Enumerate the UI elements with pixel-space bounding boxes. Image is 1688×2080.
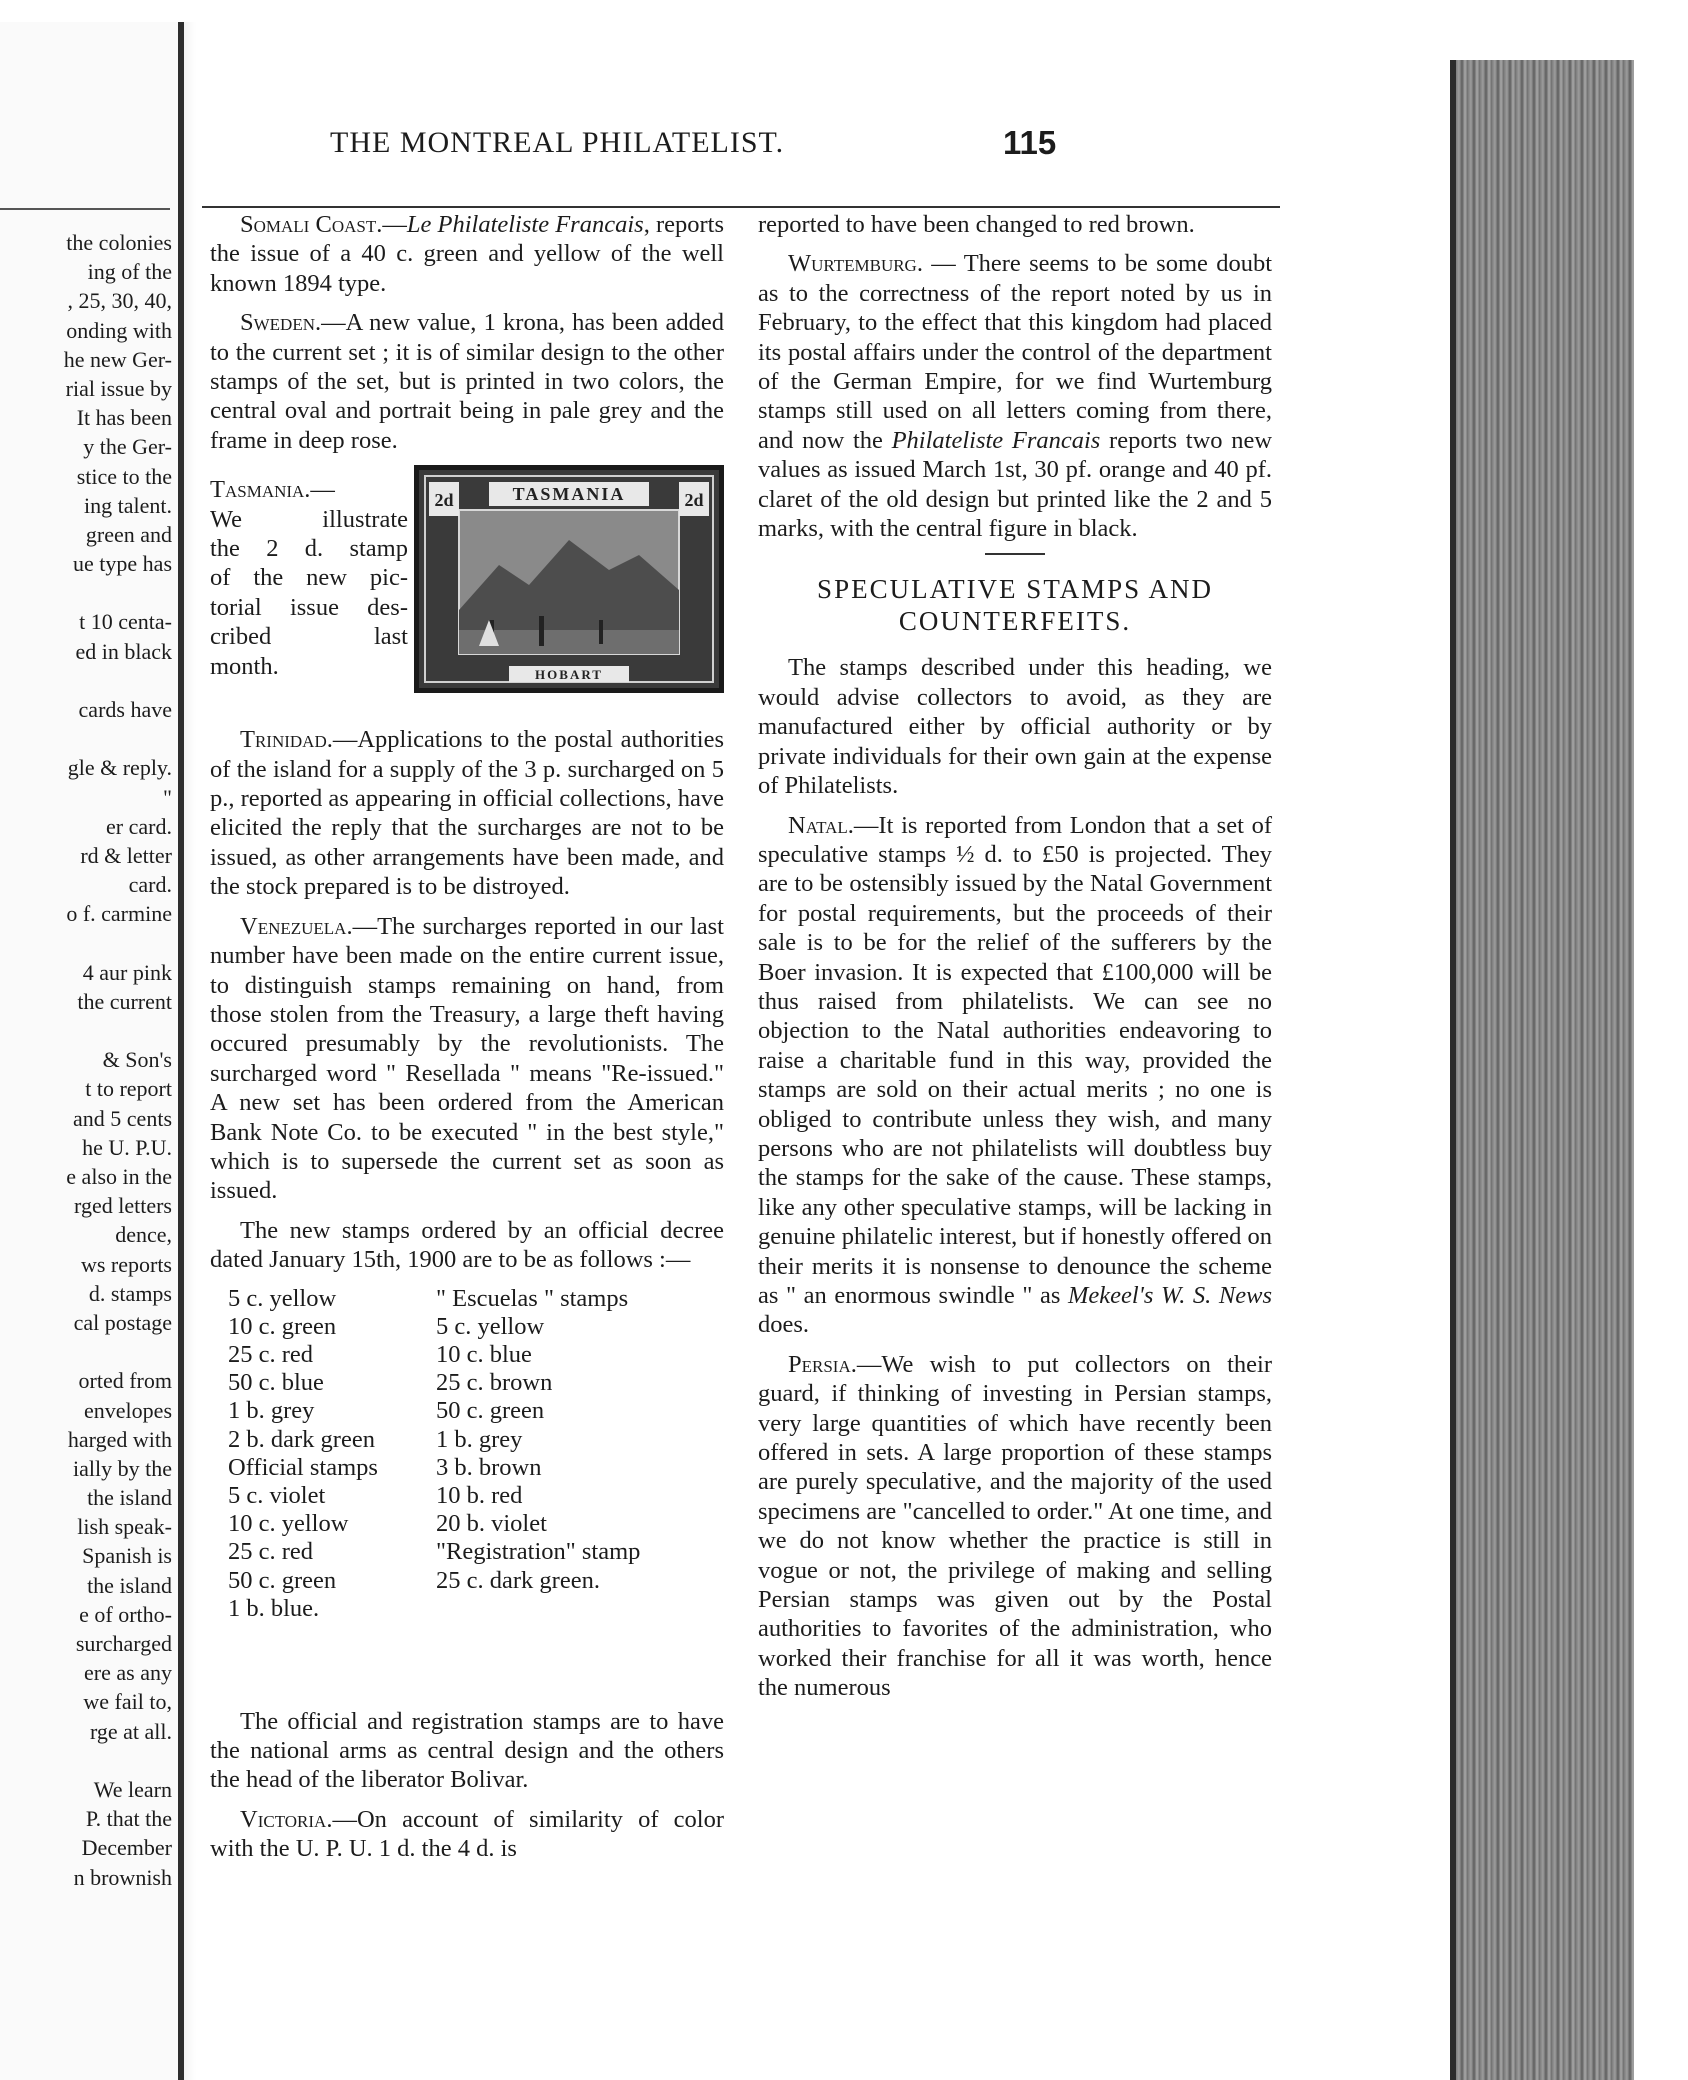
previous-page-line: & Son's <box>102 1047 172 1073</box>
previous-page-line: rge at all. <box>89 1718 172 1744</box>
previous-page-edge <box>0 22 184 2080</box>
previous-page-line: onding with <box>66 317 172 343</box>
previous-page-line: envelopes <box>84 1397 172 1423</box>
venezuela-heading: Venezuela. <box>240 912 353 940</box>
stamp-list-item: 5 c. yellow <box>228 1284 337 1312</box>
venezuela-paragraph: Venezuela.—The surcharges reported in our last number have been made on the entire current issue, to distinguish stamps remaining on hand, from those stolen from the Treasury, a large theft having occured presumably by the revolutionists. The surcharged word " Resellada " means "Re-issued." A new set has been ordered from the American Bank Note Co. to be executed " in the best style," which is to supersede the current set as soon as issued. <box>210 912 724 1205</box>
stamp-list-item: 50 c. green <box>228 1566 337 1594</box>
previous-page-line: dence, <box>115 1222 172 1248</box>
stamp-list-item: " Escuelas " stamps <box>436 1284 629 1312</box>
previous-page-line: the current <box>77 988 172 1014</box>
wurtemburg-source: Philateliste Francais <box>891 426 1101 454</box>
previous-page-line <box>0 1016 172 1045</box>
stamp-country-label: TASMANIA <box>512 484 626 505</box>
previous-page-line: y the Ger- <box>83 434 172 460</box>
tasmania-line: cribed last <box>210 623 408 651</box>
stamp-list-item: "Registration" stamp <box>436 1538 641 1566</box>
previous-page-line: the colonies <box>66 230 172 255</box>
previous-page-line: orted from <box>78 1368 172 1394</box>
previous-page-rule <box>0 208 170 210</box>
previous-page-line: n brownish <box>73 1864 172 1890</box>
wurtemburg-text-b: reports two new values as issued March 1st, 30 pf. orange and 40 pf. claret of the old design but printed like the 2 and 5 marks, with the central figure in black. <box>758 426 1273 543</box>
somali-text: reports the issue of a 40 c. green and yellow of the well known 1894 type. <box>210 211 724 297</box>
previous-page-line: ing of the <box>87 259 172 285</box>
previous-page-line <box>0 1746 172 1775</box>
stamp-list-right <box>436 1285 640 1595</box>
previous-page-line: ere as any <box>84 1660 172 1686</box>
stamp-list-item: 50 c. green <box>436 1397 545 1425</box>
tasmania-stamp-illustration <box>414 465 724 693</box>
stamp-list-item: 25 c. dark green. <box>436 1566 600 1594</box>
previous-page-line: and 5 cents <box>73 1105 172 1131</box>
previous-page-line: ially by the <box>73 1455 172 1481</box>
victoria-paragraph: Victoria.—On account of similarity of color with the U. P. U. 1 d. the 4 d. is <box>210 1805 724 1863</box>
previous-page-line: lish speak- <box>77 1514 172 1540</box>
tasmania-block <box>210 465 724 697</box>
tasmania-text <box>210 475 408 681</box>
previous-page-line: surcharged <box>75 1631 172 1656</box>
left-column <box>210 210 724 1874</box>
tasmania-line: Tasmania.— <box>210 476 335 504</box>
previous-page-line: t to report <box>85 1076 172 1102</box>
previous-page-line: he U. P.U. <box>82 1134 172 1160</box>
previous-page-line <box>0 1337 172 1366</box>
previous-page-line: cal postage <box>73 1309 172 1335</box>
running-title: THE MONTREAL PHILATELIST. <box>330 126 785 159</box>
stamp-list-item: 1 b. blue. <box>228 1594 320 1622</box>
stamp-value-left: 2d <box>434 490 454 511</box>
stamp-city-label: HOBART <box>535 667 603 683</box>
trinidad-paragraph: Trinidad.—Applications to the postal authorities of the island for a supply of the 3 p. surcharged on 5 p., reported as appearing in official collections, have elicited the reply that the surcharges are not to be issued, as other arrangements have been made, and the stock prepared is to be distroyed. <box>210 726 724 901</box>
section-heading-line: SPECULATIVE STAMPS AND <box>817 574 1213 605</box>
page-stack-edge <box>1450 60 1688 2080</box>
stamp-list <box>210 1285 724 1697</box>
sweden-heading: Sweden. <box>240 309 322 337</box>
tasmania-line: the 2 d. stamp <box>210 535 408 563</box>
tasmania-line: torial issue des- <box>210 593 408 621</box>
previous-page-line: December <box>81 1835 172 1861</box>
wurtemburg-heading: Wurtemburg. <box>788 250 923 278</box>
stamp-list-item: 10 c. green <box>228 1312 337 1340</box>
somali-paragraph: Somali Coast.—Le Philateliste Francais, reports the issue of a 40 c. green and yellow of the well known 1894 type. <box>210 211 724 297</box>
somali-source: Le Philateliste Francais <box>406 211 644 238</box>
previous-page-line: the island <box>87 1485 172 1511</box>
previous-page-line: the island <box>87 1572 172 1598</box>
official-stamps-paragraph: The official and registration stamps are to have the national arms as central design and the others the head of the liberator Bolivar. <box>210 1707 724 1794</box>
right-column <box>758 210 1272 1713</box>
stamp-list-item: 10 c. yellow <box>228 1510 349 1538</box>
natal-heading: Natal. <box>788 811 854 839</box>
previous-page-line: P. that the <box>85 1806 172 1832</box>
page-number: 115 <box>1003 124 1057 161</box>
previous-page-line: he new Ger- <box>63 346 172 372</box>
section-divider <box>985 553 1045 555</box>
section-heading <box>758 573 1272 637</box>
wurtemburg-text-a: There seems to be some doubt as to the correctness of the report noted by us in February, to the effect that this kingdom had placed its postal affairs under the control of the department of the German Empire, for we find Wurtemburg stamps still used on all letters coming from there, and now the <box>758 250 1273 454</box>
natal-text-b: does. <box>758 1311 810 1339</box>
previous-page-line: Spanish is <box>82 1543 172 1569</box>
sweden-text: A new value, 1 krona, has been added to the current set ; it is of similar design to the other stamps of the set, but is printed in two colors, the central oval and portrait being in pale grey and the frame in deep rose. <box>210 309 724 454</box>
stamp-picture <box>419 470 719 688</box>
persia-text: We wish to put collectors on their guard, if thinking of investing in Persian stamps, very large quantities of which have recently been offered in sets. A large proportion of these stamps are purely speculative, and the majority of the used specimens are "cancelled to order." At one time, and we do not know whether the practice is still in vogue or not, the privilege of making and selling Persian stamps was given out by the Postal authorities to favorites of the administration, who worked their franchise for all it was worth, hence the numerous <box>758 1350 1272 1702</box>
previous-page-line <box>0 929 172 958</box>
previous-page-line: e of ortho- <box>79 1601 172 1627</box>
header-rule <box>202 206 1280 208</box>
speculative-intro-paragraph: The stamps described under this heading, we would advise collectors to avoid, as they are manufactured either by official authority or by private individuals for their own gain at the expense of Philatelists. <box>758 654 1272 800</box>
previous-page-line: er card. <box>106 813 172 839</box>
previous-page-line: It has been <box>76 405 172 431</box>
tasmania-line: of the new pic- <box>210 564 408 592</box>
stamp-list-item: 3 b. brown <box>436 1453 542 1481</box>
tasmania-line: We illustrate <box>210 505 408 533</box>
stamp-list-item: 10 b. red <box>436 1481 523 1509</box>
stamp-list-item: 25 c. red <box>228 1538 314 1566</box>
previous-page-line: rd & letter <box>80 842 172 868</box>
stamp-value-right: 2d <box>684 490 704 511</box>
stamp-list-item: 25 c. red <box>228 1340 314 1368</box>
trinidad-heading: Trinidad. <box>240 726 333 754</box>
previous-page-line: , 25, 30, 40, <box>67 288 172 314</box>
stamp-list-item: 25 c. brown <box>436 1369 553 1397</box>
stamp-list-item: 5 c. yellow <box>436 1312 545 1340</box>
new-stamps-intro: The new stamps ordered by an official decree dated January 15th, 1900 are to be as follows :— <box>210 1216 724 1274</box>
previous-page-line <box>0 724 172 753</box>
natal-paragraph: Natal.—It is reported from London that a set of speculative stamps ½ d. to £50 is projected. They are to be ostensibly issued by the Natal Government for postal requirements, but the proceeds of their sale is to be for the relief of the sufferers by the Boer invasion. It is expected that £100,000 will be thus raised from philatelists. We can see no objection to the Natal authorities endeavoring to raise a charitable fund in this way, provided the stamps are sold on their actual merits ; no one is obliged to contribute unless they wish, and many persons who are not philatelists will doubtless buy the stamps for the sake of the cause. These stamps, like any other speculative stamps, will be lacking in genuine philatelic interest, but if honestly offered on their merits it is nonsense to denounce the scheme as " an enormous swindle " as Mekeel's W. S. News does. <box>758 811 1272 1339</box>
previous-page-line: ing talent. <box>84 492 172 518</box>
stamp-list-item: 5 c. violet <box>228 1481 326 1509</box>
trinidad-text: Applications to the postal authorities of the island for a supply of the 3 p. surcharged on 5 p., reported as appearing in official collections, have elicited the reply that the surcharges are not to be issued, as other arrangements have been made, and the stock prepared is to be distroyed. <box>210 726 724 901</box>
stamp-list-item: Official stamps <box>228 1453 378 1481</box>
section-heading-line: COUNTERFEITS. <box>898 606 1132 637</box>
tasmania-line: month. <box>210 652 279 680</box>
natal-text-a: It is reported from London that a set of speculative stamps ½ d. to £50 is projected. They are to be ostensibly issued by the Natal Government for postal requirements, but the proceeds of their sale is to be for the relief of the sufferers by the Boer invasion. It is expected that £100,000 will be thus raised from philatelists. We can see no objection to the Natal authorities endeavoring to raise a charitable fund in this way, provided the stamps are sold on their actual merits ; no one is obliged to contribute unless they wish, and many persons who are not philatelists will doubtless buy the stamps for the sake of the cause. These stamps, like any other speculative stamps, will be lacking in genuine philatelic interest, but if honestly offered on their merits it is nonsense to denounce the scheme as " an enormous swindle " as <box>758 811 1272 1309</box>
stamp-list-item: 1 b. grey <box>436 1425 523 1453</box>
previous-page-line: ws reports <box>80 1251 172 1277</box>
continued-paragraph: reported to have been changed to red brown. <box>758 211 1195 238</box>
previous-page-line: ed in black <box>75 638 172 664</box>
previous-page-line: card. <box>128 872 172 898</box>
previous-page-line: rged letters <box>74 1193 172 1219</box>
stamp-list-left <box>228 1285 378 1623</box>
somali-heading: Somali Coast. <box>240 211 383 238</box>
previous-page-line: d. stamps <box>88 1280 172 1306</box>
previous-page-line: harged with <box>67 1426 172 1452</box>
venezuela-text: The surcharges reported in our last number have been made on the entire current issue, to distinguish stamps remaining on hand, from those stolen from the Treasury, a large theft having occured presumably by the revolutionists. The surcharged word " Resellada " means "Re-issued." A new set has been ordered from the American Bank Note Co. to be executed " in the best style," which is to supersede the current set as soon as issued. <box>210 912 724 1205</box>
previous-page-line: We learn <box>93 1776 172 1802</box>
stamp-list-item: 20 b. violet <box>436 1510 547 1538</box>
previous-page-line: cards have <box>78 697 172 722</box>
persia-heading: Persia. <box>788 1350 857 1378</box>
previous-page-line: " <box>163 784 172 810</box>
wurtemburg-paragraph: Wurtemburg. — There seems to be some doubt as to the correctness of the report noted by us in February, to the effect that this kingdom had placed its postal affairs under the control of the department of the German Empire, for we find Wurtemburg stamps still used on all letters coming from there, and now the Philateliste Francais reports two new values as issued March 1st, 30 pf. orange and 40 pf. claret of the old design but printed like the 2 and 5 marks, with the central figure in black. <box>758 250 1273 543</box>
previous-page-line: o f. carmine <box>66 901 172 927</box>
book-gutter <box>184 22 196 2080</box>
victoria-heading: Victoria. <box>240 1805 333 1833</box>
previous-page-line: 4 aur pink <box>82 959 172 985</box>
previous-page-line: t 10 centa- <box>79 609 172 635</box>
previous-page-line <box>0 666 172 695</box>
previous-page-line <box>0 578 172 607</box>
natal-source: Mekeel's W. S. News <box>1067 1282 1272 1309</box>
stamp-list-item: 1 b. grey <box>228 1397 315 1425</box>
stamp-list-item: 10 c. blue <box>436 1340 532 1368</box>
previous-page-line: we fail to, <box>83 1689 172 1715</box>
stamp-list-item: 2 b. dark green <box>228 1425 375 1453</box>
previous-page-line: ue type has <box>73 551 172 577</box>
persia-paragraph: Persia.—We wish to put collectors on their guard, if thinking of investing in Persian stamps, very large quantities of which have recently been offered in sets. A large proportion of these stamps are purely speculative, and the majority of the used specimens are "cancelled to order." At one time, and we do not know whether the practice is still in vogue or not, the privilege of making and selling Persian stamps was given out by the Postal authorities to favorites of the administration, who worked their franchise for all it was worth, hence the numerous <box>758 1350 1272 1702</box>
previous-page-line: stice to the <box>76 463 172 489</box>
stamp-list-item: 50 c. blue <box>228 1369 324 1397</box>
previous-page-text <box>0 228 172 1892</box>
previous-page-line: gle & reply. <box>67 755 172 781</box>
sweden-paragraph: Sweden.—A new value, 1 krona, has been added to the current set ; it is of similar design to the other stamps of the set, but is printed in two colors, the central oval and portrait being in pale grey and the frame in deep rose. <box>210 309 724 454</box>
previous-page-line: e also in the <box>66 1164 172 1189</box>
previous-page-line: rial issue by <box>65 375 172 401</box>
victoria-text: On account of similarity of color with the U. P. U. 1 d. the 4 d. is <box>210 1805 724 1863</box>
previous-page-line: green and <box>85 521 172 547</box>
